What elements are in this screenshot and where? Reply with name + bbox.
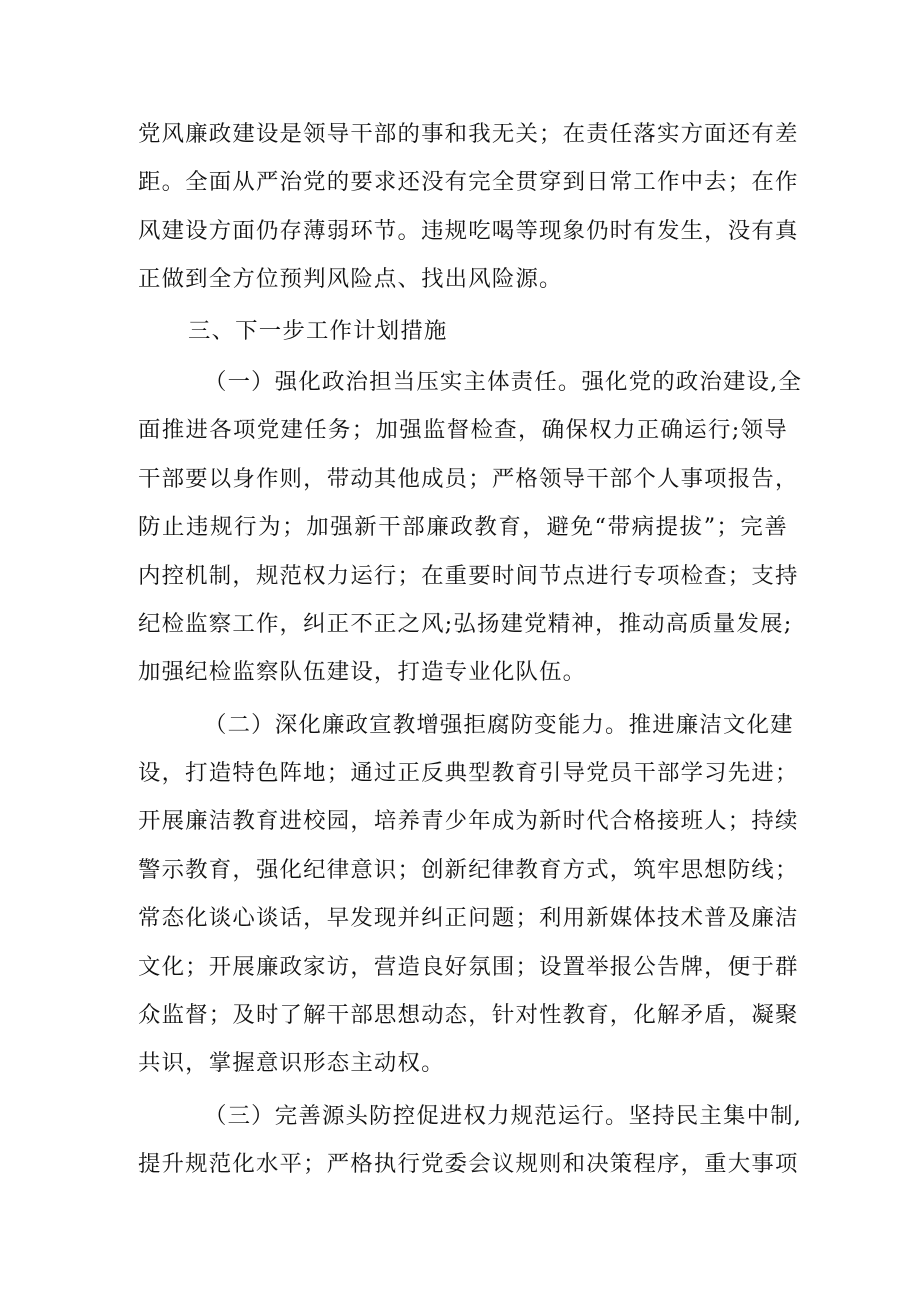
text-line: 风建设方面仍存薄弱环节。违规吃喝等现象仍时有发生，没有真: [138, 217, 799, 244]
document-body: [138, 110, 803, 1189]
text-line: 内控机制，规范权力运行；在重要时间节点进行专项检查；支持: [138, 562, 799, 589]
text-line: 干部要以身作则，带动其他成员；严格领导干部个人事项报告，: [138, 465, 799, 492]
text-line: 距。全面从严治党的要求还没有完全贯穿到日常工作中去；在作: [138, 169, 799, 196]
paragraph-political-responsibility: [138, 358, 803, 697]
text-line: 开展廉洁教育进校园，培养青少年成为新时代合格接班人；持续: [138, 808, 799, 835]
text-line: 面推进各项党建任务；加强监督检查，确保权力正确运行;领导: [138, 417, 788, 444]
text-line: 加强纪检监察队伍建设，打造专业化队伍。: [138, 659, 587, 686]
text-line: 正做到全方位预判风险点、找出风险源。: [138, 266, 563, 293]
text-line: 纪检监察工作，纠正不正之风;弘扬建党精神，推动高质量发展;: [138, 610, 793, 637]
text-line: 共识，掌握意识形态主动权。: [138, 1050, 445, 1077]
text-line: 党风廉政建设是领导干部的事和我无关；在责任落实方面还有差: [138, 121, 799, 147]
text-line: （二）深化廉政宣教增强拒腐防变能力。推进廉洁文化建: [204, 711, 794, 738]
section-heading: 三、下一步工作计划措施: [188, 317, 448, 344]
text-line: （一）强化政治担当压实主体责任。强化党的政治建设,全: [204, 368, 803, 395]
section-heading-next-steps: [138, 307, 788, 355]
paragraph-responsibility-gaps: [138, 110, 799, 304]
text-line: （三）完善源头防控促进权力规范运行。坚持民主集中制,: [204, 1102, 803, 1129]
text-line: 设，打造特色阵地；通过正反典型教育引导党员干部学习先进；: [138, 760, 799, 787]
text-line: 防止违规行为；加强新干部廉政教育，避免“带病提拔”；完善: [138, 514, 788, 541]
paragraph-source-prevention: [138, 1092, 803, 1189]
paragraph-integrity-education: [138, 701, 799, 1088]
text-line: 众监督；及时了解干部思想动态，针对性教育，化解矛盾，凝聚: [138, 1002, 799, 1029]
text-line: 文化；开展廉政家访，营造良好氛围；设置举报公告牌，便于群: [138, 953, 799, 980]
text-line: 常态化谈心谈话，早发现并纠正问题；利用新媒体技术普及廉洁: [138, 905, 799, 932]
text-line: 提升规范化水平；严格执行党委会议规则和决策程序，重大事项: [138, 1151, 799, 1178]
text-line: 警示教育，强化纪律意识；创新纪律教育方式，筑牢思想防线；: [138, 856, 799, 883]
